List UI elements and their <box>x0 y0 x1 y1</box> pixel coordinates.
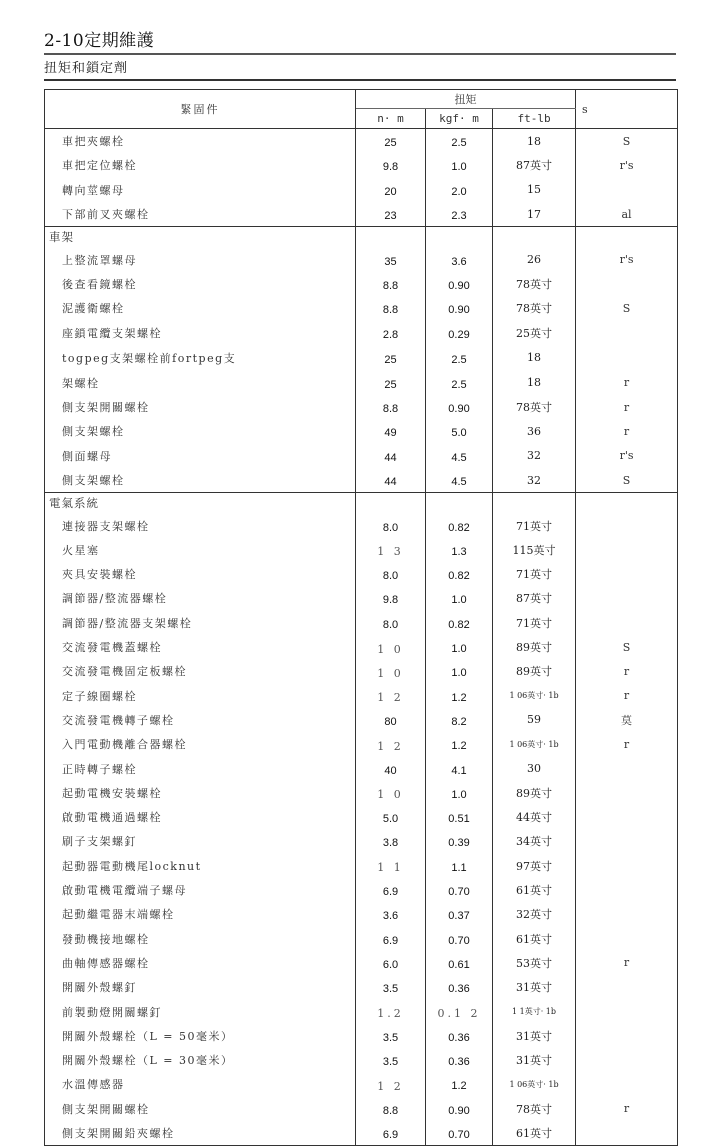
torque-kgfm: 0.70 <box>426 927 493 951</box>
torque-kgfm: 1.0 <box>426 153 493 177</box>
fastener-name: 開關外殼螺釘 <box>45 975 356 999</box>
remarks <box>576 611 678 635</box>
torque-kgfm: 1.2 <box>426 732 493 756</box>
torque-kgfm: 1.0 <box>426 659 493 683</box>
torque-ftlb: 89英寸 <box>493 659 576 683</box>
torque-ftlb: 36 <box>493 419 576 443</box>
torque-ftlb: 87英寸 <box>493 153 576 177</box>
table-row <box>45 854 678 878</box>
torque-nm: 3.5 <box>356 1048 426 1072</box>
fastener-name: 開關外殼螺栓（L = 50毫米） <box>45 1024 356 1048</box>
table-row <box>45 635 678 659</box>
torque-nm: 20 <box>356 178 426 202</box>
torque-ftlb: 78英寸 <box>493 296 576 320</box>
page-title: 2-10定期維護 <box>44 31 155 51</box>
torque-nm: 9.8 <box>356 586 426 610</box>
table-row <box>45 538 678 562</box>
torque-nm: 1 0 <box>356 781 426 805</box>
torque-nm: 1 2 <box>356 684 426 708</box>
table-row <box>45 781 678 805</box>
torque-ftlb: 89英寸 <box>493 781 576 805</box>
torque-kgfm: 5.0 <box>426 419 493 443</box>
fastener-name: 側支架螺栓 <box>45 419 356 443</box>
fastener-name: 起動電機安裝螺栓 <box>45 781 356 805</box>
torque-ftlb: 71英寸 <box>493 562 576 586</box>
torque-nm: 1 3 <box>356 538 426 562</box>
torque-nm: 40 <box>356 756 426 780</box>
torque-ftlb: 31英寸 <box>493 1048 576 1072</box>
remarks: r's <box>619 449 634 463</box>
remarks <box>576 829 678 853</box>
fastener-name: 夾具安裝螺栓 <box>45 562 356 586</box>
remarks: r <box>623 664 630 678</box>
torque-kgfm: 0.90 <box>426 395 493 419</box>
section-row <box>45 227 678 248</box>
torque-nm: 3.8 <box>356 829 426 853</box>
torque-ftlb: 1 1英寸· 1b <box>493 999 576 1023</box>
table-row <box>45 1072 678 1096</box>
table-row <box>45 296 678 320</box>
fastener-name: 火星塞 <box>45 538 356 562</box>
fastener-name: 調節器/整流器支架螺栓 <box>45 611 356 635</box>
table-row <box>45 684 678 708</box>
fastener-name: 交流發電機蓋螺栓 <box>45 635 356 659</box>
fastener-name: 車把夾螺栓 <box>45 129 356 154</box>
subtitle-divider <box>44 79 676 81</box>
table-row <box>45 902 678 926</box>
fastener-name: 曲軸傳感器螺栓 <box>45 951 356 975</box>
table-row <box>45 371 678 395</box>
remarks <box>576 1048 678 1072</box>
column-header-nm: n· m <box>356 109 426 129</box>
section-heading: 電氣系統 <box>45 493 356 514</box>
remarks: S <box>622 134 631 148</box>
torque-kgfm: 0.39 <box>426 829 493 853</box>
remarks <box>576 513 678 537</box>
torque-kgfm: 0.51 <box>426 805 493 829</box>
remarks <box>576 178 678 202</box>
torque-kgfm: 4.5 <box>426 444 493 468</box>
remarks <box>576 1072 678 1096</box>
torque-kgfm: 0.82 <box>426 562 493 586</box>
torque-kgfm: 1.2 <box>426 684 493 708</box>
remarks: r <box>623 424 630 438</box>
remarks <box>576 345 678 371</box>
torque-nm: 2.8 <box>356 320 426 344</box>
table-row <box>45 153 678 177</box>
torque-ftlb: 32 <box>493 444 576 468</box>
torque-kgfm: 0.70 <box>426 878 493 902</box>
remarks: r <box>623 737 630 751</box>
fastener-name: 側面螺母 <box>45 444 356 468</box>
torque-nm: 3.5 <box>356 1024 426 1048</box>
table-row <box>45 1024 678 1048</box>
remarks: r's <box>619 253 634 267</box>
remarks <box>576 854 678 878</box>
table-row <box>45 732 678 756</box>
remarks <box>576 781 678 805</box>
fastener-name: togpeg支架螺栓前fortpeg支 <box>45 345 356 371</box>
fastener-name: 側支架螺栓 <box>45 468 356 493</box>
torque-kgfm: 0.36 <box>426 975 493 999</box>
table-row <box>45 178 678 202</box>
torque-ftlb: 61英寸 <box>493 1121 576 1146</box>
remarks: al <box>621 207 632 221</box>
torque-ftlb: 71英寸 <box>493 611 576 635</box>
fastener-name: 調節器/整流器螺栓 <box>45 586 356 610</box>
fastener-name: 入門電動機離合器螺栓 <box>45 732 356 756</box>
torque-ftlb: 25英寸 <box>493 320 576 344</box>
fastener-name: 上整流罩螺母 <box>45 247 356 271</box>
fastener-name: 前製動燈開關螺釘 <box>45 999 356 1023</box>
table-row <box>45 586 678 610</box>
fastener-name: 下部前叉夾螺栓 <box>45 202 356 227</box>
remarks: S <box>622 473 631 487</box>
torque-kgfm: 2.0 <box>426 178 493 202</box>
table-row <box>45 708 678 732</box>
torque-ftlb: 59 <box>493 708 576 732</box>
torque-nm: 25 <box>356 371 426 395</box>
torque-nm: 8.8 <box>356 1097 426 1121</box>
column-header-s: s <box>576 90 678 129</box>
torque-nm: 8.0 <box>356 562 426 586</box>
title-divider <box>44 53 676 55</box>
table-row <box>45 320 678 344</box>
torque-kgfm: 0.36 <box>426 1024 493 1048</box>
remarks: r <box>623 400 630 414</box>
torque-ftlb: 1 06英寸· 1b <box>493 732 576 756</box>
torque-ftlb: 89英寸 <box>493 635 576 659</box>
fastener-name: 水溫傳感器 <box>45 1072 356 1096</box>
torque-kgfm: 0.90 <box>426 1097 493 1121</box>
remarks: r <box>623 956 630 970</box>
torque-kgfm: 2.5 <box>426 129 493 154</box>
remarks <box>576 562 678 586</box>
section-heading: 車架 <box>45 227 356 248</box>
table-row <box>45 927 678 951</box>
fastener-name: 後查看鏡螺栓 <box>45 272 356 296</box>
column-header-fastener: 緊固件 <box>45 90 356 129</box>
torque-nm: 6.9 <box>356 878 426 902</box>
torque-ftlb: 31英寸 <box>493 975 576 999</box>
fastener-name: 側支架開關鉛夾螺栓 <box>45 1121 356 1146</box>
table-row <box>45 513 678 537</box>
table-row <box>45 1121 678 1146</box>
table-row <box>45 951 678 975</box>
fastener-name: 泥護衛螺栓 <box>45 296 356 320</box>
torque-kgfm: 0.36 <box>426 1048 493 1072</box>
table-row <box>45 659 678 683</box>
remarks: r <box>623 689 630 703</box>
remarks <box>576 272 678 296</box>
remarks: S <box>622 301 631 315</box>
table-row <box>45 272 678 296</box>
remarks <box>576 320 678 344</box>
table-row <box>45 562 678 586</box>
remarks: S <box>622 640 631 654</box>
table-row <box>45 611 678 635</box>
torque-ftlb: 34英寸 <box>493 829 576 853</box>
table-row <box>45 395 678 419</box>
torque-kgfm: 4.5 <box>426 468 493 493</box>
fastener-name: 側支架開關螺栓 <box>45 1097 356 1121</box>
table-row <box>45 202 678 227</box>
torque-nm: 3.5 <box>356 975 426 999</box>
torque-ftlb: 61英寸 <box>493 927 576 951</box>
torque-kgfm: 8.2 <box>426 708 493 732</box>
table-row <box>45 975 678 999</box>
remarks <box>576 902 678 926</box>
torque-kgfm: 0.82 <box>426 611 493 635</box>
table-row <box>45 419 678 443</box>
torque-kgfm: 1.2 <box>426 1072 493 1096</box>
torque-ftlb: 1 06英寸· 1b <box>493 684 576 708</box>
remarks <box>576 1024 678 1048</box>
table-row <box>45 829 678 853</box>
torque-kgfm: 0.90 <box>426 272 493 296</box>
torque-ftlb: 71英寸 <box>493 513 576 537</box>
torque-kgfm: 2.5 <box>426 345 493 371</box>
fastener-name: 正時轉子螺栓 <box>45 756 356 780</box>
torque-nm: 9.8 <box>356 153 426 177</box>
torque-kgfm: 1.0 <box>426 586 493 610</box>
torque-ftlb: 78英寸 <box>493 1097 576 1121</box>
torque-kgfm: 0.82 <box>426 513 493 537</box>
torque-ftlb: 17 <box>493 202 576 227</box>
torque-nm: 1 2 <box>356 1072 426 1096</box>
column-header-torque: 扭矩 <box>356 90 576 109</box>
torque-ftlb: 78英寸 <box>493 395 576 419</box>
remarks: r <box>623 376 630 390</box>
torque-kgfm: 2.3 <box>426 202 493 227</box>
table-row <box>45 468 678 493</box>
fastener-name: 連接器支架螺栓 <box>45 513 356 537</box>
torque-nm: 6.0 <box>356 951 426 975</box>
torque-nm: 49 <box>356 419 426 443</box>
torque-ftlb: 26 <box>493 247 576 271</box>
torque-kgfm: 0.61 <box>426 951 493 975</box>
fastener-name: 啟動電機通過螺栓 <box>45 805 356 829</box>
fastener-name: 開關外殼螺栓（L = 30毫米） <box>45 1048 356 1072</box>
torque-ftlb: 53英寸 <box>493 951 576 975</box>
column-header-kgfm: kgf· m <box>426 109 493 129</box>
torque-nm: 25 <box>356 345 426 371</box>
remarks <box>576 586 678 610</box>
torque-kgfm: 1.0 <box>426 635 493 659</box>
torque-nm: 8.0 <box>356 513 426 537</box>
table-row <box>45 345 678 371</box>
fastener-name: 發動機接地螺栓 <box>45 927 356 951</box>
torque-ftlb: 97英寸 <box>493 854 576 878</box>
torque-ftlb: 30 <box>493 756 576 780</box>
torque-nm: 8.0 <box>356 611 426 635</box>
torque-ftlb: 78英寸 <box>493 272 576 296</box>
torque-nm: 3.6 <box>356 902 426 926</box>
table-row <box>45 805 678 829</box>
section-row <box>45 493 678 514</box>
fastener-name: 轉向莖螺母 <box>45 178 356 202</box>
torque-nm: 25 <box>356 129 426 154</box>
torque-ftlb: 1 06英寸· 1b <box>493 1072 576 1096</box>
torque-ftlb: 32英寸 <box>493 902 576 926</box>
torque-ftlb: 61英寸 <box>493 878 576 902</box>
torque-ftlb: 15 <box>493 178 576 202</box>
torque-ftlb: 115英寸 <box>493 538 576 562</box>
torque-kgfm: 4.1 <box>426 756 493 780</box>
torque-kgfm: 0.70 <box>426 1121 493 1146</box>
torque-ftlb: 87英寸 <box>493 586 576 610</box>
table-row <box>45 878 678 902</box>
remarks <box>576 1121 678 1146</box>
torque-kgfm: 1.0 <box>426 781 493 805</box>
torque-kgfm: 0.90 <box>426 296 493 320</box>
torque-kgfm: 1.3 <box>426 538 493 562</box>
torque-nm: 8.8 <box>356 272 426 296</box>
remarks <box>576 878 678 902</box>
remarks: r's <box>619 158 634 172</box>
fastener-name: 交流發電機轉子螺栓 <box>45 708 356 732</box>
fastener-name: 起動繼電器末端螺栓 <box>45 902 356 926</box>
torque-nm: 1 1 <box>356 854 426 878</box>
torque-nm: 6.9 <box>356 1121 426 1146</box>
torque-nm: 8.8 <box>356 395 426 419</box>
torque-nm: 80 <box>356 708 426 732</box>
table-row <box>45 129 678 154</box>
remarks: 莫 <box>621 713 633 727</box>
fastener-name: 座鎖電纜支架螺栓 <box>45 320 356 344</box>
column-header-ftlb: ft-lb <box>493 109 576 129</box>
torque-ftlb: 32 <box>493 468 576 493</box>
torque-kgfm: 0.1 2 <box>426 999 493 1023</box>
table-row <box>45 756 678 780</box>
torque-nm: 1.2 <box>356 999 426 1023</box>
remarks <box>576 927 678 951</box>
torque-nm: 44 <box>356 444 426 468</box>
fastener-name: 起動器電動機尾locknut <box>45 854 356 878</box>
fastener-name: 定子線圈螺栓 <box>45 684 356 708</box>
remarks <box>576 538 678 562</box>
remarks <box>576 975 678 999</box>
table-row <box>45 1048 678 1072</box>
torque-nm: 1 0 <box>356 635 426 659</box>
torque-nm: 1 2 <box>356 732 426 756</box>
table-row <box>45 247 678 271</box>
torque-kgfm: 0.37 <box>426 902 493 926</box>
table-row <box>45 1097 678 1121</box>
fastener-name: 啟動電機電纜端子螺母 <box>45 878 356 902</box>
section-subtitle: 扭矩和鎖定劑 <box>44 61 129 76</box>
remarks <box>576 756 678 780</box>
torque-ftlb: 18 <box>493 371 576 395</box>
torque-nm: 1 0 <box>356 659 426 683</box>
torque-kgfm: 0.29 <box>426 320 493 344</box>
fastener-name: 車把定位螺栓 <box>45 153 356 177</box>
fastener-name: 架螺栓 <box>45 371 356 395</box>
torque-nm: 23 <box>356 202 426 227</box>
torque-kgfm: 1.1 <box>426 854 493 878</box>
torque-nm: 5.0 <box>356 805 426 829</box>
torque-ftlb: 44英寸 <box>493 805 576 829</box>
torque-ftlb: 18 <box>493 345 576 371</box>
remarks <box>576 805 678 829</box>
torque-nm: 44 <box>356 468 426 493</box>
torque-nm: 6.9 <box>356 927 426 951</box>
table-row <box>45 444 678 468</box>
torque-ftlb: 18 <box>493 129 576 154</box>
fastener-name: 刷子支架螺釘 <box>45 829 356 853</box>
remarks: r <box>623 1102 630 1116</box>
remarks <box>576 999 678 1023</box>
fastener-name: 交流發電機固定板螺栓 <box>45 659 356 683</box>
fastener-name: 側支架開關螺栓 <box>45 395 356 419</box>
torque-nm: 8.8 <box>356 296 426 320</box>
torque-nm: 35 <box>356 247 426 271</box>
table-row <box>45 999 678 1023</box>
torque-table <box>44 89 678 1146</box>
torque-ftlb: 31英寸 <box>493 1024 576 1048</box>
torque-kgfm: 3.6 <box>426 247 493 271</box>
torque-kgfm: 2.5 <box>426 371 493 395</box>
